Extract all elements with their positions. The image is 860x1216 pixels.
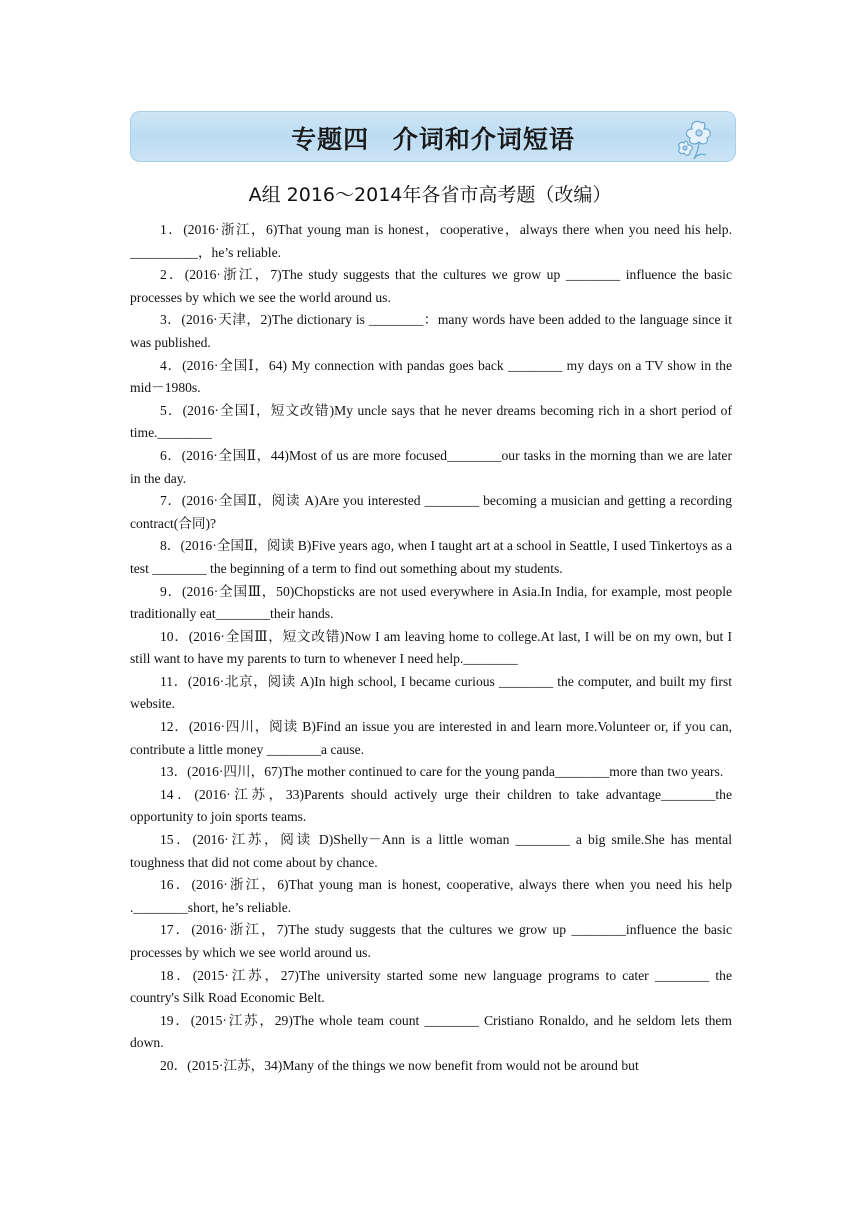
question-item: 13．(2016·四川，67)The mother continued to care for the young panda________more than two years. [160,764,724,780]
question-item: 20．(2015·江苏，34)Many of the things we now benefit from would not be around but [160,1057,639,1073]
question-item: 2．(2016·浙江，7)The study suggests that the cultures we grow up ________ influence the basic processes by which we see the world around us. [130,267,732,305]
question-item: 8．(2016·全国Ⅱ，阅读 B)Five years ago, when I taught art at a school in Seattle, I used Tinkertoys as a test ________ the beginning of a term to find out something about my students. [130,538,732,576]
section-banner [130,111,736,162]
question-item: 17．(2016·浙江，7)The study suggests that the cultures we grow up ________influence the basic processes by which we see world around us. [130,922,732,960]
question-item: 12．(2016·四川，阅读 B)Find an issue you are interested in and learn more.Volunteer or, if you can, contribute a little money ________a cause. [130,719,732,757]
group-heading: A组 2016～2014年各省市高考题（改编） [248,184,612,206]
question-item: 9．(2016·全国Ⅲ，50)Chopsticks are not used everywhere in Asia.In India, for example, most people traditionally eat________their hands. [130,583,732,622]
question-item: 19．(2015·江苏，29)The whole team count ________ Cristiano Ronaldo, and he seldom lets them down. [130,1012,732,1051]
question-list [130,219,732,1078]
question-item: 1．(2016·浙江，6)That young man is honest，cooperative，always there when you need his help. __________，he’s reliable. [130,222,732,260]
question-item: 10．(2016·全国Ⅲ，短文改错)Now I am leaving home to college.At last, I will be on my own, but I still want to have my parents to turn to whenever I need help.________ [130,628,732,667]
question-item: 18．(2015·江苏，27)The university started some new language programs to cater ________ the country's Silk Road Economic Belt. [130,967,732,1006]
question-item: 3．(2016·天津，2)The dictionary is ________：many words have been added to the language since it was published. [130,312,732,350]
section-title: 专题四 介词和介词短语 [291,125,575,154]
question-item: 7．(2016·全国Ⅱ，阅读 A)Are you interested ________ becoming a musician and getting a recording contract(合同)? [130,493,732,531]
question-item: 15．(2016·江苏，阅读 D)Shelly－Ann is a little woman ________ a big smile.She has mental toughness that did not come about by chance. [130,832,732,870]
question-item: 11．(2016·北京，阅读 A)In high school, I became curious ________ the computer, and built my first website. [130,673,732,712]
question-item: 5．(2016·全国Ⅰ，短文改错)My uncle says that he never dreams becoming rich in a short period of time.________ [130,402,732,441]
question-item: 14．(2016·江苏，33)Parents should actively urge their children to take advantage________the opportunity to join sports teams. [130,786,732,825]
flower-icon [672,113,724,161]
question-item: 16．(2016·浙江，6)That young man is honest, cooperative, always there when you need his help .________short, he’s reliable. [130,877,732,915]
question-item: 6．(2016·全国Ⅱ，44)Most of us are more focused________our tasks in the morning than we are later in the day. [130,447,732,486]
question-item: 4．(2016·全国Ⅰ，64) My connection with pandas goes back ________ my days on a TV show in the mid－1980s. [130,357,732,396]
